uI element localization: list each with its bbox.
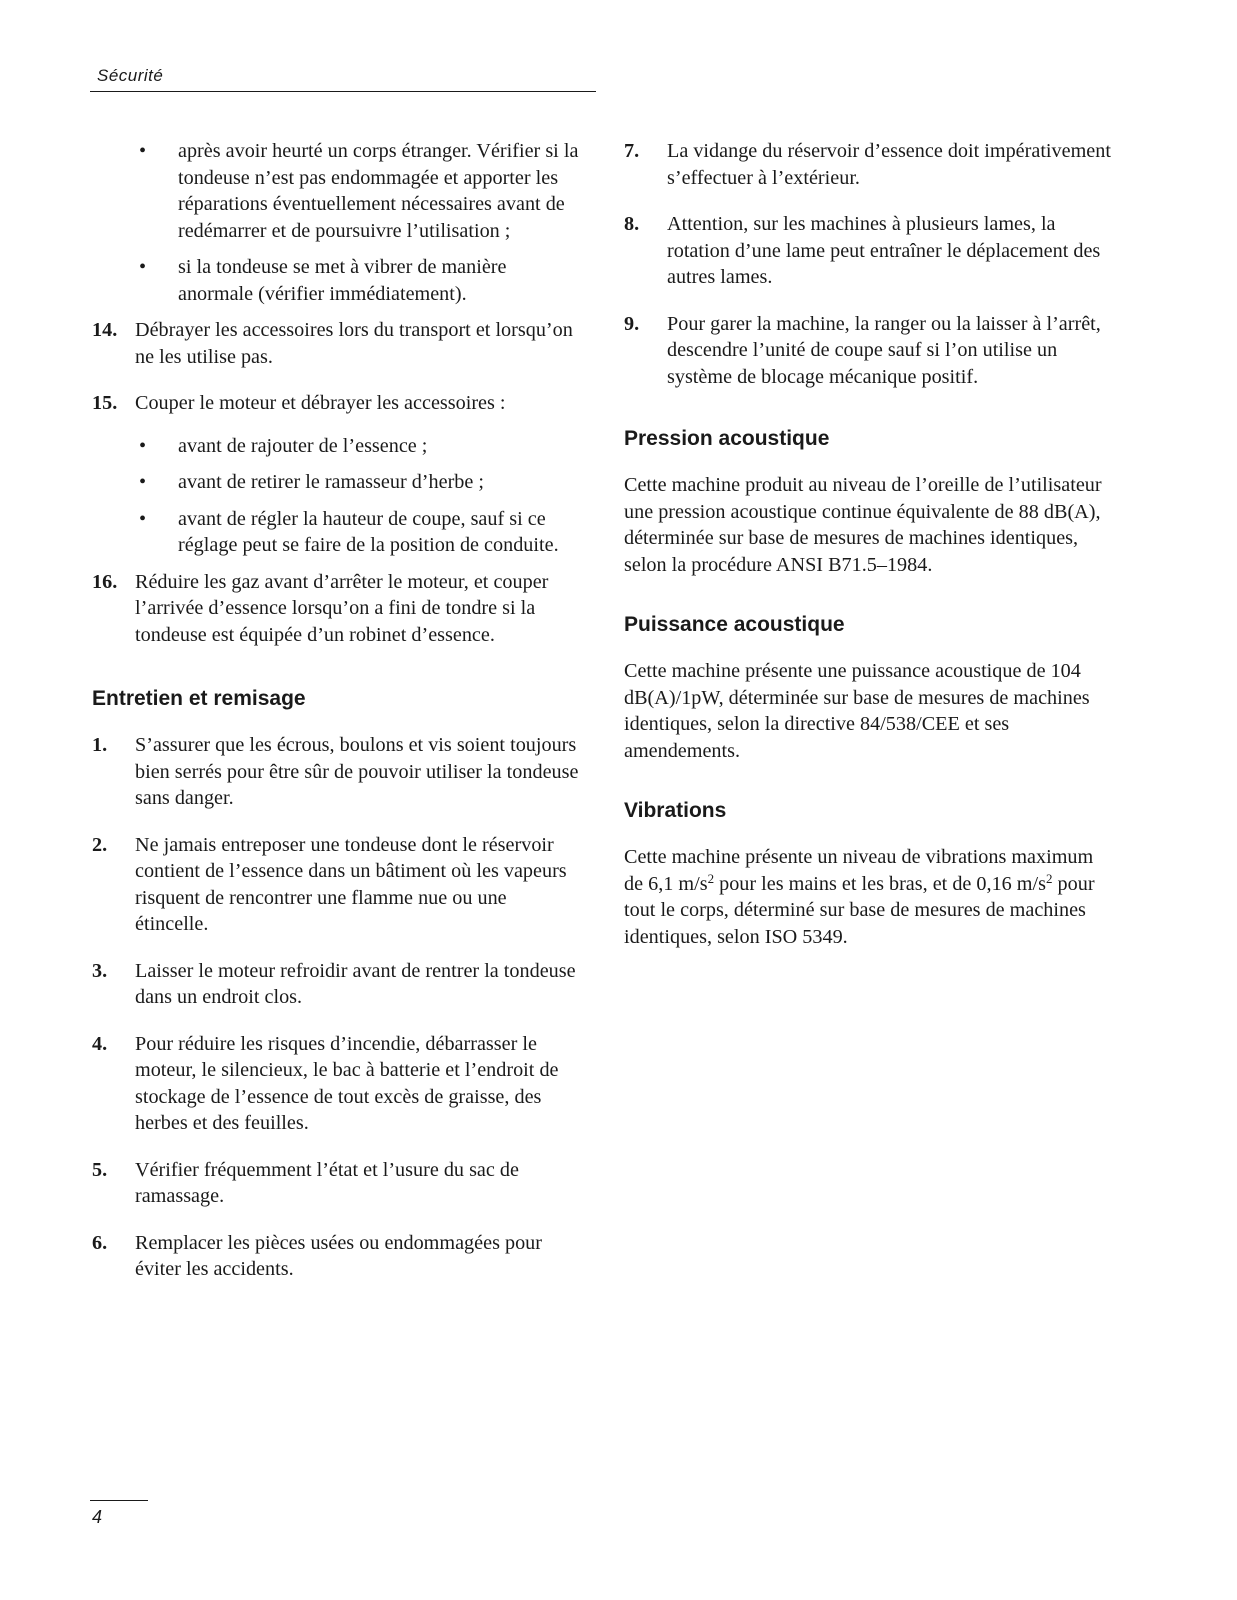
bullet-text: avant de rajouter de l’essence ;: [178, 434, 428, 457]
list-item: [624, 211, 1114, 291]
item-number: 15.: [92, 392, 118, 414]
bullet-item: [92, 433, 582, 460]
vibrations-text-1: Cette machine présente un niveau de vibrations maximum de 6,1 m/s: [624, 846, 1094, 895]
right-column: [624, 138, 1114, 984]
list-item: [92, 832, 582, 938]
vibrations-paragraph: [624, 844, 1114, 950]
superscript: 2: [707, 870, 715, 886]
item-number: 5.: [92, 1158, 108, 1181]
bullet-text: avant de régler la hauteur de coupe, sauf si ce réglage peut se faire de la position de conduite.: [178, 507, 559, 556]
list-item: [92, 1157, 582, 1210]
item-text: Débrayer les accessoires lors du transport et lorsqu’on ne les utilise pas.: [135, 319, 573, 368]
list-item: [624, 311, 1114, 391]
section-heading-power: Puissance acoustique: [624, 613, 845, 636]
list-item: [92, 958, 582, 1011]
list-item-16: [92, 569, 582, 649]
list-item-14: [92, 317, 582, 370]
item-text: Réduire les gaz avant d’arrêter le moteur, et couper l’arrivée d’essence lorsqu’on a fini de tondre si la tondeuse est équipée d’un robinet d’essence.: [135, 570, 549, 646]
running-header: Sécurité: [97, 66, 164, 85]
list-item-15: [92, 390, 582, 417]
item-number: 16.: [92, 570, 118, 593]
item-number: 8.: [624, 213, 640, 235]
item-number: 3.: [92, 959, 108, 982]
item-text: S’assurer que les écrous, boulons et vis soient toujours bien serrés pour être sûr de pouvoir utiliser la tondeuse sans danger.: [135, 734, 579, 809]
item-number: 7.: [624, 140, 640, 162]
superscript: 2: [1045, 870, 1053, 886]
bullet-item: [92, 469, 582, 496]
bullet-icon: •: [139, 507, 147, 530]
bullet-text: si la tondeuse se met à vibrer de manière anormale (vérifier immédiatement).: [178, 256, 507, 305]
item-number: 4.: [92, 1032, 108, 1055]
bullet-text: avant de retirer le ramasseur d’herbe ;: [178, 471, 485, 493]
item-text: Pour réduire les risques d’incendie, débarrasser le moteur, le silencieux, le bac à batterie et l’endroit de stockage de l’essence de tout excès de graisse, des herbes et des feuilles.: [135, 1032, 559, 1134]
item-text: Attention, sur les machines à plusieurs lames, la rotation d’une lame peut entraîner le déplacement des autres lames.: [667, 213, 1101, 288]
list-item: [92, 1031, 582, 1137]
footer-rule: [90, 1500, 148, 1501]
vibrations-text-2: pour les mains et les bras, et de 0,16 m/s: [714, 872, 1046, 895]
bullet-icon: •: [139, 434, 147, 457]
item-number: 6.: [92, 1231, 108, 1254]
pressure-paragraph: Cette machine produit au niveau de l’oreille de l’utilisateur une pression acoustique continue équivalente de 88 dB(A), déterminée sur base de mesures de machines identiques, selon la procédure ANSI B71.5–1984.: [624, 474, 1102, 576]
list-item: [92, 1230, 582, 1283]
bullet-text: après avoir heurté un corps étranger. Vérifier si la tondeuse n’est pas endommagée et apporter les réparations éventuellement nécessaires avant de redémarrer et de poursuivre l’utilisation ;: [178, 140, 579, 242]
section-heading-maintenance: Entretien et remisage: [92, 687, 306, 710]
item-text: Laisser le moteur refroidir avant de rentrer la tondeuse dans un endroit clos.: [135, 959, 576, 1008]
left-column: [92, 138, 582, 1303]
bullet-icon: •: [139, 140, 147, 162]
bullet-item: [92, 138, 582, 244]
item-text: Remplacer les pièces usées ou endommagées pour éviter les accidents.: [135, 1231, 542, 1280]
item-number: 14.: [92, 319, 118, 341]
list-item: [624, 138, 1114, 191]
power-paragraph: Cette machine présente une puissance acoustique de 104 dB(A)/1pW, déterminée sur base de mesures de machines identiques, selon la directive 84/538/CEE et ses amendements.: [624, 660, 1090, 762]
item-text: Vérifier fréquemment l’état et l’usure du sac de ramassage.: [135, 1158, 519, 1207]
item-number: 9.: [624, 312, 640, 335]
item-number: 1.: [92, 734, 108, 756]
item-text: La vidange du réservoir d’essence doit impérativement s’effectuer à l’extérieur.: [667, 140, 1111, 189]
header-rule: [90, 91, 596, 92]
vibrations-text-3: pour tout le corps, déterminé sur base de mesures de machines identiques, selon ISO 5349.: [624, 872, 1095, 948]
page-number: 4: [92, 1507, 103, 1527]
section-heading-pressure: Pression acoustique: [624, 427, 830, 450]
list-item: [92, 732, 582, 812]
item-text: Couper le moteur et débrayer les accessoires :: [135, 392, 506, 414]
bullet-icon: •: [139, 256, 147, 278]
item-number: 2.: [92, 833, 108, 856]
item-text: Ne jamais entreposer une tondeuse dont le réservoir contient de l’essence dans un bâtiment où les vapeurs risquent de rencontrer une flamme nue ou une étincelle.: [135, 833, 567, 935]
item-text: Pour garer la machine, la ranger ou la laisser à l’arrêt, descendre l’unité de coupe sauf si l’on utilise un système de blocage mécanique positif.: [667, 312, 1101, 388]
bullet-item: [92, 254, 582, 307]
section-heading-vibrations: Vibrations: [624, 799, 727, 822]
bullet-item: [92, 506, 582, 559]
bullet-icon: •: [139, 471, 147, 493]
